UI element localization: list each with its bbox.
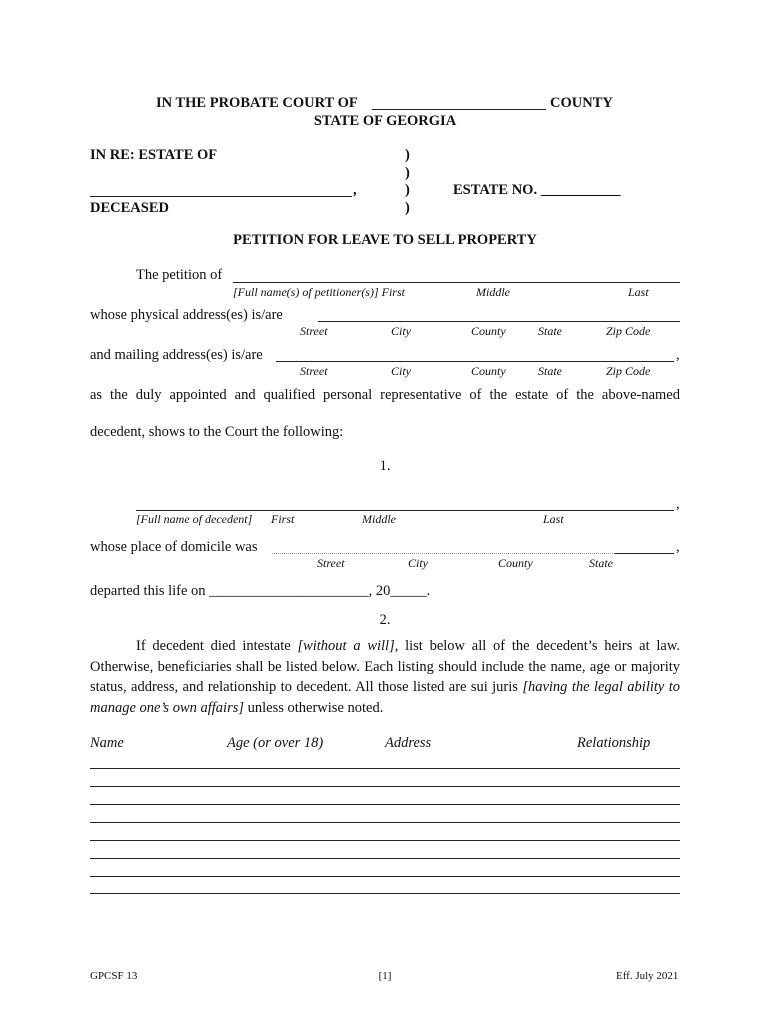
mailing-comma: , [676, 347, 680, 363]
section-2-number: 2. [379, 612, 391, 628]
document-title: PETITION FOR LEAVE TO SELL PROPERTY [233, 232, 537, 248]
domicile-field[interactable] [272, 553, 615, 554]
mail-hint-street: Street [300, 364, 328, 378]
petitioner-name-field[interactable] [233, 282, 680, 283]
column-header-name: Name [90, 735, 124, 751]
county-label: COUNTY [550, 95, 613, 111]
heir-entry-line[interactable] [90, 786, 680, 787]
caption-paren: ) [405, 147, 410, 163]
page-number: [1] [378, 970, 392, 982]
instr-part-b: [without a will] [297, 638, 395, 654]
domicile-comma: , [676, 539, 680, 555]
heir-entry-line[interactable] [90, 804, 680, 805]
addr-hint-street: Street [300, 324, 328, 338]
county-blank[interactable] [372, 109, 546, 110]
petitioner-hint: [Full name(s) of petitioner(s)] First [233, 285, 405, 299]
section-1-number: 1. [379, 458, 391, 474]
intro-line-2: decedent, shows to the Court the following: [90, 424, 344, 440]
heir-entry-line[interactable] [90, 893, 680, 894]
addr-hint-zip: Zip Code [606, 324, 651, 338]
physical-address-label: whose physical address(es) is/are [90, 307, 283, 323]
domicile-label: whose place of domicile was [90, 539, 258, 555]
caption-comma: , [353, 182, 357, 198]
mailing-address-field[interactable] [276, 361, 674, 362]
column-header-relationship: Relationship [577, 735, 651, 751]
decedent-hint: [Full name of decedent] [136, 512, 253, 526]
mail-hint-state: State [538, 364, 562, 378]
decedent-comma: , [676, 496, 680, 512]
heir-entry-line[interactable] [90, 768, 680, 769]
instr-part-c: , list below all of the decedent’s heirs at law. Otherwise, beneficiaries shall be listed below. Each listing should include the name, age or majority status, address, and relationship to decedent. All those listed are sui juris [90, 638, 680, 695]
physical-address-field[interactable] [318, 321, 680, 322]
heir-entry-line[interactable] [90, 822, 680, 823]
heir-entry-line[interactable] [90, 858, 680, 859]
estate-no-label[interactable]: ESTATE NO. ___________ [453, 182, 621, 198]
domicile-field-end[interactable] [615, 553, 674, 554]
decedent-hint-first: First [271, 512, 295, 526]
caption-paren: ) [405, 165, 410, 181]
mailing-address-label: and mailing address(es) is/are [90, 347, 263, 363]
court-prefix: IN THE PROBATE COURT OF [156, 95, 358, 111]
decedent-name-field[interactable] [136, 510, 674, 511]
mail-hint-city: City [391, 364, 411, 378]
addr-hint-county: County [471, 324, 506, 338]
caption-paren: ) [405, 182, 410, 198]
column-header-age: Age (or over 18) [227, 735, 324, 751]
mail-hint-county: County [471, 364, 506, 378]
domicile-hint-city: City [408, 556, 428, 570]
domicile-hint-street: Street [317, 556, 345, 570]
state-line: STATE OF GEORGIA [313, 113, 457, 129]
instr-part-e: unless otherwise noted. [244, 699, 384, 716]
column-header-address: Address [385, 735, 432, 751]
caption-paren: ) [405, 200, 410, 216]
domicile-hint-state: State [589, 556, 613, 570]
heirs-instructions [90, 636, 680, 718]
instr-part-a: If decedent died intestate [136, 638, 298, 654]
heir-entry-line[interactable] [90, 840, 680, 841]
decedent-hint-last: Last [543, 512, 564, 526]
deceased-label: DECEASED [90, 200, 169, 216]
petitioner-hint-last: Last [628, 285, 649, 299]
addr-hint-state: State [538, 324, 562, 338]
instr-part-d: [having the legal ability to manage one’s own affairs] [90, 679, 680, 716]
court-line [156, 95, 358, 112]
intro-line-1: as the duly appointed and qualified personal representative of the estate of the above-named [90, 387, 680, 403]
petitioner-label: The petition of [136, 267, 223, 283]
departed-line[interactable]: departed this life on ______________________, 20_____. [90, 583, 431, 599]
petitioner-hint-middle: Middle [476, 285, 510, 299]
in-re-label: IN RE: ESTATE OF [90, 147, 218, 163]
heir-entry-line[interactable] [90, 876, 680, 877]
effective-date: Eff. July 2021 [616, 970, 679, 982]
domicile-hint-county: County [498, 556, 533, 570]
mail-hint-zip: Zip Code [606, 364, 651, 378]
decedent-hint-middle: Middle [362, 512, 396, 526]
addr-hint-city: City [391, 324, 411, 338]
estate-name-blank[interactable] [90, 196, 352, 197]
form-id: GPCSF 13 [90, 970, 138, 982]
